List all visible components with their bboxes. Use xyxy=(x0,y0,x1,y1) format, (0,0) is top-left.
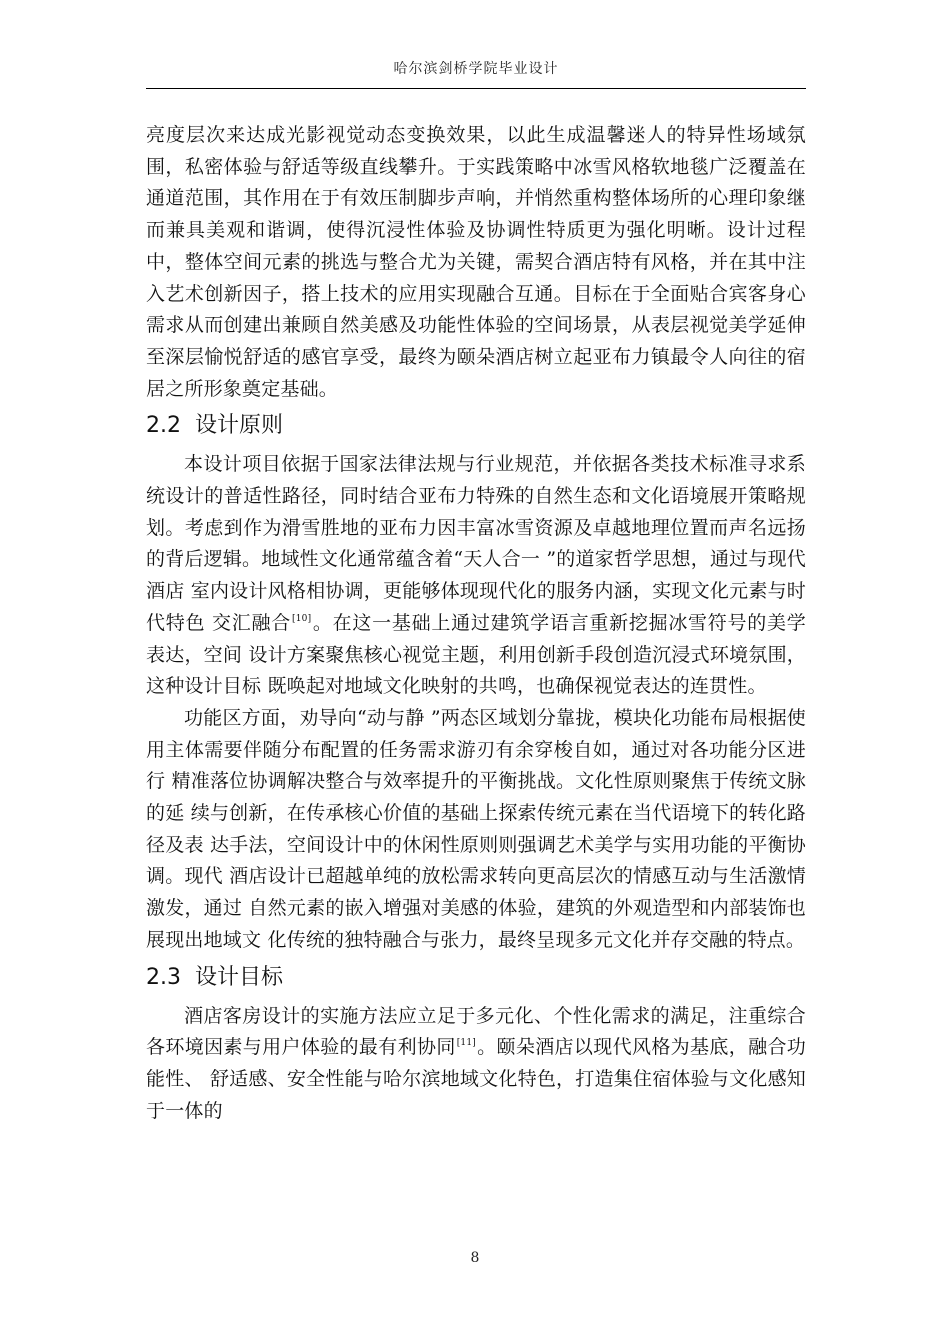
paragraph-text: 本设计项目依据于国家法律法规与行业规范，并依据各类技术标准寻求系统设计的普适性路径，同时结合亚布力特殊的自然生态和文化语境展开策略规划。考虑到作为滑雪胜地的亚布力因丰富冰雪资源及卓越地理位置而声名远扬的背后逻辑。地域性文化通常蕴含着“天人合一 ”的道家哲学思想，通过与现代酒店 室内设计风格相协调，更能够体现现代化的服务内涵，实现文化元素与时代特色 交汇融合 xyxy=(146,453,806,634)
section-number: 2.2 xyxy=(146,413,181,439)
section-title: 设计原则 xyxy=(195,413,284,439)
citation-ref-10: [10] xyxy=(292,613,312,624)
section-heading-2-3 xyxy=(146,961,806,995)
paragraph-design-principles xyxy=(146,449,806,703)
section-heading-2-2 xyxy=(146,409,806,443)
running-header: 哈尔滨剑桥学院毕业设计 xyxy=(393,61,559,77)
citation-ref-11: [11] xyxy=(456,1038,476,1049)
section-number: 2.3 xyxy=(146,964,181,990)
paragraph-design-goals xyxy=(146,1001,806,1128)
paragraph-text: 酒店客房设计的实施方法应立足于多元化、个性化需求的满足，注重综合各环境因素与用户体验的最有利协同 xyxy=(146,1004,806,1059)
page-body xyxy=(146,120,806,1127)
paragraph-functional-zones: 功能区方面，劝导向“动与静 ”两态区域划分靠拢，模块化功能布局根据使 用主体需要伴随分布配置的任务需求游刃有余穿梭自如，通过对各功能分区进行 精准落位协调解决整合与效率提升的平衡挑战。文化性原则聚焦于传统文脉的延 续与创新，在传承核心价值的基础上探索传统元素在当代语境下的转化路径及表 达手法，空间设计中的休闲性原则则强调艺术美学与实用功能的平衡协调。现代 酒店设计已超越单纯的放松需求转向更高层次的情感互动与生活激情激发，通过 自然元素的嵌入增强对美感的体验，建筑的外观造型和内部装饰也展现出地域文 化传统的独特融合与张力，最终呈现多元文化并存交融的特点。 xyxy=(146,706,806,951)
header-rule xyxy=(146,88,806,89)
paragraph-continued: 亮度层次来达成光影视觉动态变换效果，以此生成温馨迷人的特异性场域氛围，私密体验与舒适等级直线攀升。于实践策略中冰雪风格软地毯广泛覆盖在通道范围，其作用在于有效压制脚步声响，并悄然重构整体场所的心理印象继而兼具美观和谐调，使得沉浸性体验及协调性特质更为强化明晰。设计过程中，整体空间元素的挑选与整合尤为关键，需契合酒店特有风格，并在其中注入艺术创新因子，搭上技术的应用实现融合互通。目标在于全面贴合宾客身心需求从而创建出兼顾自然美感及功能性体验的空间场景，从表层视觉美学延伸至深层愉悦舒适的感官享受，最终为颐朵酒店树立起亚布力镇最令人向往的宿居之所形象奠定基础。 xyxy=(146,124,806,400)
page-number: 8 xyxy=(470,1250,480,1266)
paragraph-text: 。颐朵酒店以现代风格为基底，融合功能性、 舒适感、安全性能与哈尔滨地域文化特色，打造集住宿体验与文化感知于一体的 xyxy=(146,1036,807,1122)
section-title: 设计目标 xyxy=(195,964,284,990)
paragraph-text: 。在这一基础上通过建筑学语言重新挖掘冰雪符号的美学表达，空间 设计方案聚焦核心视觉主题，利用创新手段创造沉浸式环境氛围，这种设计目标 既唤起对地域文化映射的共鸣，也确保视觉表达的连贯性。 xyxy=(146,611,806,698)
